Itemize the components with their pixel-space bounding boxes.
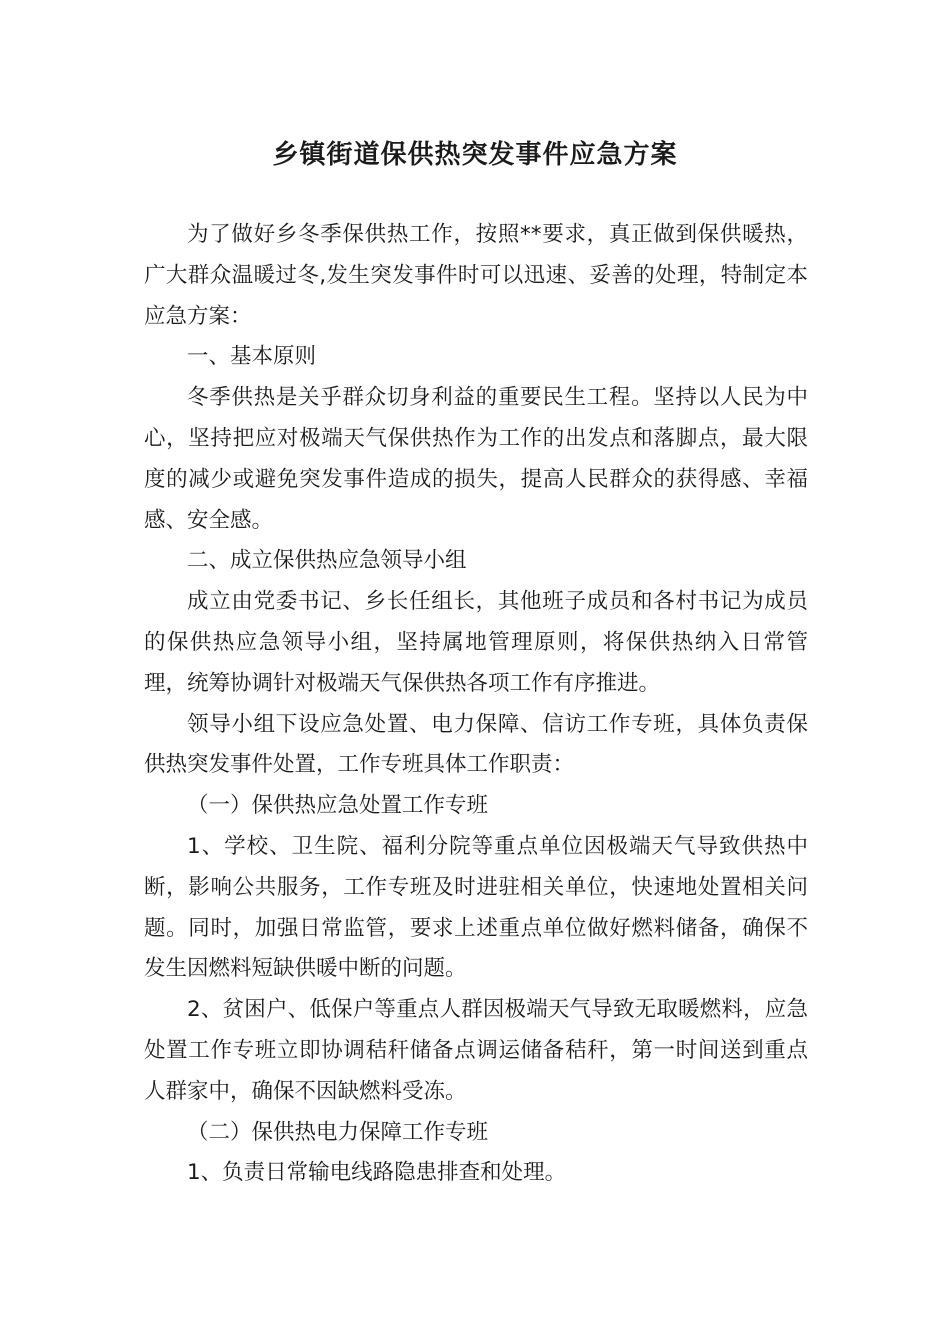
leadership-group-paragraph: 成立由党委书记、乡长任组长，其他班子成员和各村书记为成员的保供热应急领导小组，坚持属地管理原则，将保供热纳入日常管理，统筹协调针对极端天气保供热各项工作有序推进。 [144, 589, 808, 696]
basic-principles-paragraph: 冬季供热是关乎群众切身利益的重要民生工程。坚持以人民为中心，坚持把应对极端天气保供热作为工作的出发点和落脚点，最大限度的减少或避免突发事件造成的损失，提高人民群众的获得感、幸福感、安全感。 [144, 385, 808, 533]
section-heading-leadership-group: 二、成立保供热应急领导小组 [187, 548, 467, 574]
section-heading-basic-principles: 一、基本原则 [187, 344, 317, 370]
power-item-1: 1、负责日常输电线路隐患排查和处理。 [187, 1160, 567, 1186]
subsection-heading-power-task-force: （二）保供热电力保障工作专班 [187, 1119, 489, 1145]
emergency-item-2: 2、贫困户、低保户等重点人群因极端天气导致无取暖燃料，应急处置工作专班立即协调秸秆储备点调运储备秸秆，第一时间送到重点人群家中，确保不因缺燃料受冻。 [144, 997, 808, 1104]
document-body [144, 215, 808, 1194]
task-force-paragraph: 领导小组下设应急处置、电力保障、信访工作专班，具体负责保供热突发事件处置，工作专班具体工作职责： [144, 711, 808, 778]
subsection-heading-emergency-task-force: （一）保供热应急处置工作专班 [187, 793, 489, 819]
intro-paragraph: 为了做好乡冬季保供热工作，按照**要求，真正做到保供暖热，广大群众温暖过冬,发生突发事件时可以迅速、妥善的处理，特制定本应急方案： [144, 222, 808, 329]
document-title: 乡镇街道保供热突发事件应急方案 [272, 140, 678, 170]
emergency-item-1: 1、学校、卫生院、福利分院等重点单位因极端天气导致供热中断，影响公共服务，工作专班及时进驻相关单位，快速地处置相关问题。同时，加强日常监管，要求上述重点单位做好燃料储备，确保不发生因燃料短缺供暖中断的问题。 [144, 833, 808, 982]
